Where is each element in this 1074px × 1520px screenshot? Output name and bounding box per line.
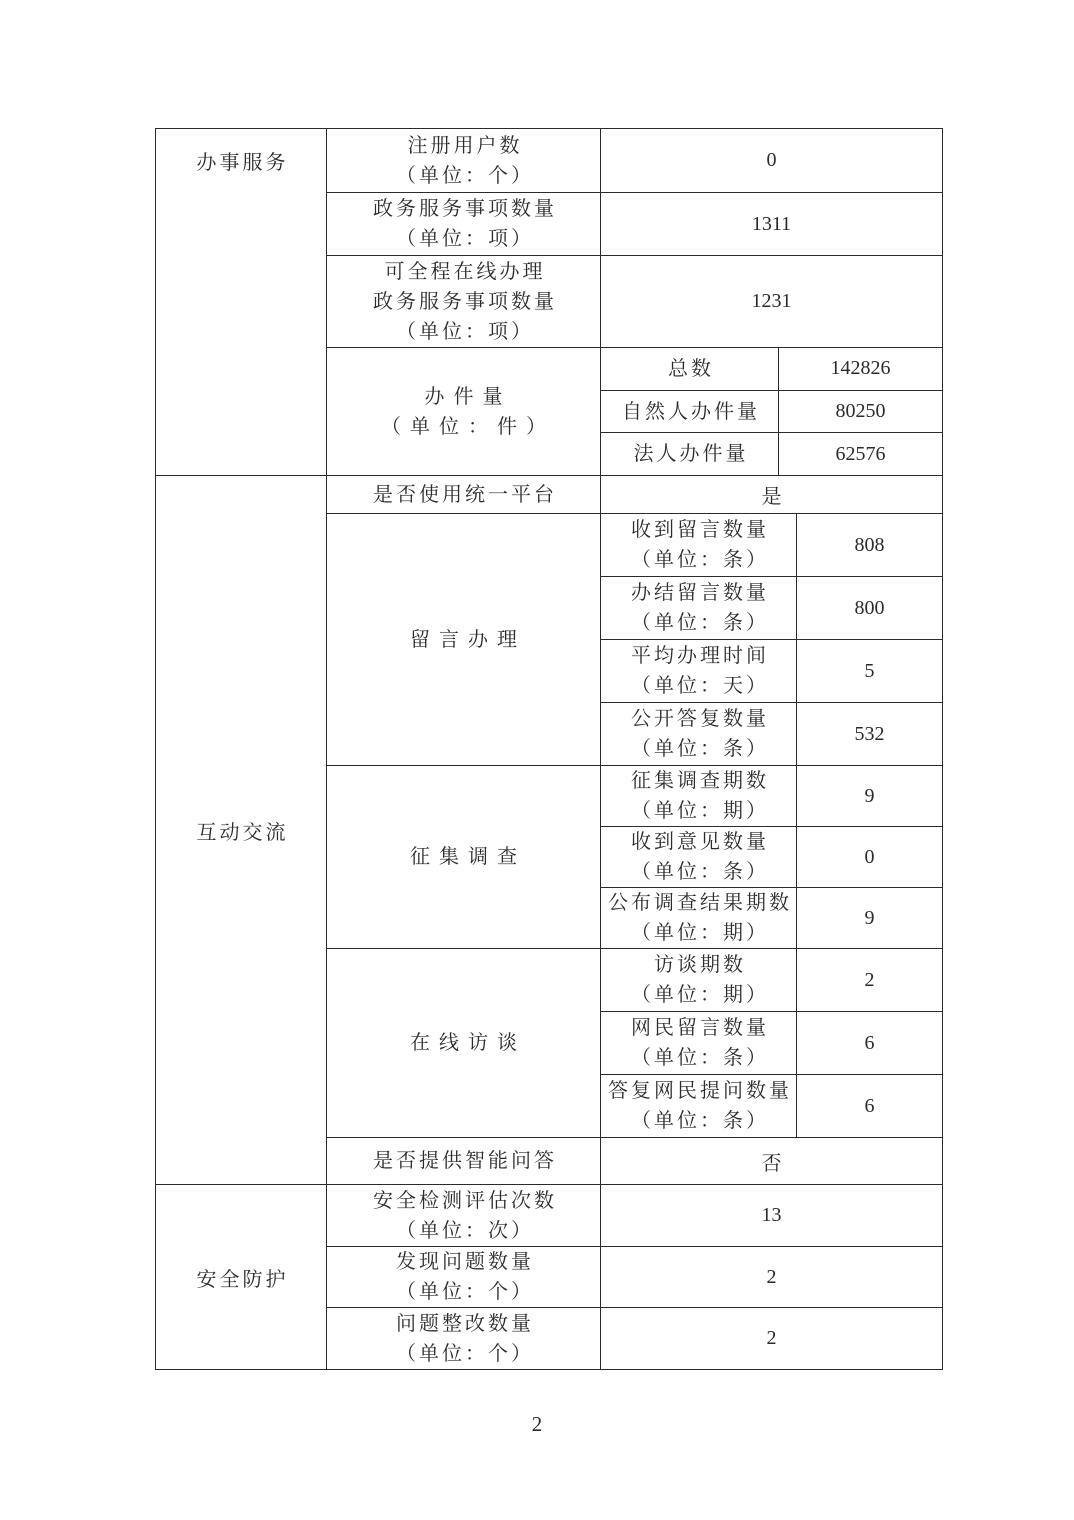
sub-label-cell xyxy=(601,1012,797,1074)
label-line: 总数 xyxy=(668,357,714,380)
sub-table xyxy=(601,766,942,948)
label-line: 办件量 xyxy=(424,385,512,408)
sub-row xyxy=(601,703,942,765)
sub-row xyxy=(601,514,942,577)
label-line: （单位：期） xyxy=(631,984,769,1006)
table-row-group xyxy=(327,949,942,1138)
label-line: （单位：期） xyxy=(631,922,769,944)
label-line: 征集调查 xyxy=(410,846,526,868)
label-line: （单位：件） xyxy=(381,415,555,438)
row-label-cell xyxy=(327,193,601,255)
row-label-cell xyxy=(327,1138,601,1184)
row-label-cell xyxy=(327,1185,601,1246)
label-line: 法人办件量 xyxy=(633,443,749,466)
row-value: 0 xyxy=(766,149,777,171)
sub-label-cell xyxy=(601,703,797,765)
row-label-cell xyxy=(327,1247,601,1307)
group-label-cell xyxy=(327,348,601,475)
label-line: 公开答复数量 xyxy=(631,708,769,730)
table-row xyxy=(327,256,942,348)
table-row xyxy=(327,476,942,514)
sub-label-cell xyxy=(601,514,797,576)
sub-label-cell xyxy=(601,827,797,887)
sub-value: 0 xyxy=(864,845,875,868)
label-line: 政务服务事项数量 xyxy=(373,290,557,313)
label-line: （单位：天） xyxy=(631,675,769,697)
label-line: （单位：条） xyxy=(631,612,769,634)
label-line: 公布调查结果期数 xyxy=(608,892,792,914)
section-service xyxy=(156,129,942,476)
sub-row xyxy=(601,640,942,703)
label-line: 网民留言数量 xyxy=(631,1017,769,1039)
label-line: 平均办理时间 xyxy=(631,645,769,667)
row-value: 是 xyxy=(761,486,782,508)
table-row xyxy=(327,1185,942,1247)
annual-report-table xyxy=(155,128,943,1370)
table-row xyxy=(327,129,942,193)
sub-table xyxy=(601,348,942,475)
sub-row xyxy=(601,949,942,1012)
row-value: 1231 xyxy=(751,290,792,312)
sub-row xyxy=(601,391,942,434)
sub-row xyxy=(601,766,942,827)
sub-label-cell xyxy=(601,391,779,433)
table-row-group xyxy=(327,766,942,949)
section-interaction-body xyxy=(327,476,942,1184)
label-line: （单位：期） xyxy=(631,800,769,822)
row-label-cell xyxy=(327,129,601,192)
label-line: （单位：次） xyxy=(396,1219,534,1242)
label-line: 办结留言数量 xyxy=(631,582,769,604)
label-line: （单位：条） xyxy=(631,738,769,760)
row-label-cell xyxy=(327,476,601,513)
sub-row xyxy=(601,577,942,640)
label-line: 收到意见数量 xyxy=(631,831,769,853)
row-value: 2 xyxy=(766,1327,777,1349)
label-line: 安全检测评估次数 xyxy=(373,1189,557,1212)
label-line: 自然人办件量 xyxy=(622,400,760,423)
label-line: 可全程在线办理 xyxy=(384,260,546,283)
row-label-cell xyxy=(327,256,601,347)
label-line: 政务服务事项数量 xyxy=(373,198,557,220)
row-value: 1311 xyxy=(751,212,792,235)
label-line: （单位：条） xyxy=(631,549,769,571)
group-label-cell xyxy=(327,514,601,765)
category-cell-service xyxy=(156,129,327,475)
sub-value: 80250 xyxy=(835,400,886,422)
category-label: 办事服务 xyxy=(196,152,289,174)
sub-value: 142826 xyxy=(830,357,891,380)
sub-value: 9 xyxy=(864,784,875,807)
sub-value: 808 xyxy=(854,533,885,556)
group-label-cell xyxy=(327,766,601,948)
category-cell-security xyxy=(156,1185,327,1369)
sub-value: 2 xyxy=(864,968,875,991)
group-label-cell xyxy=(327,949,601,1137)
row-label-cell xyxy=(327,1308,601,1369)
category-label: 安全防护 xyxy=(196,1268,289,1291)
sub-value: 6 xyxy=(864,1094,875,1117)
sub-table xyxy=(601,949,942,1137)
label-line: （单位：条） xyxy=(631,1047,769,1069)
section-security xyxy=(156,1185,942,1369)
label-line: 收到留言数量 xyxy=(631,519,769,541)
table-row xyxy=(327,1247,942,1308)
table-row xyxy=(327,193,942,256)
sub-value: 6 xyxy=(864,1031,875,1054)
label-line: （单位：个） xyxy=(396,1281,534,1303)
label-line: （单位：条） xyxy=(631,1110,769,1132)
sub-value: 800 xyxy=(854,596,885,619)
label-line: 注册用户数 xyxy=(407,134,523,157)
sub-label-cell xyxy=(601,766,797,826)
section-service-body xyxy=(327,129,942,475)
sub-row xyxy=(601,1075,942,1137)
table-row-group xyxy=(327,514,942,766)
table-row xyxy=(327,1138,942,1184)
label-line: （单位：项） xyxy=(396,320,534,343)
row-value: 2 xyxy=(766,1265,777,1288)
sub-value: 62576 xyxy=(835,442,886,465)
table-row xyxy=(327,1308,942,1369)
sub-label-cell xyxy=(601,640,797,702)
label-line: （单位：个） xyxy=(396,1342,534,1365)
sub-row xyxy=(601,348,942,391)
page-number: 2 xyxy=(531,1412,543,1436)
category-label: 互动交流 xyxy=(196,821,289,844)
label-line: 是否使用统一平台 xyxy=(373,483,557,506)
sub-label-cell xyxy=(601,1075,797,1137)
sub-value: 9 xyxy=(864,906,875,929)
label-line: 是否提供智能问答 xyxy=(373,1150,557,1172)
label-line: 答复网民提问数量 xyxy=(608,1080,792,1102)
row-value: 13 xyxy=(761,1204,782,1226)
label-line: 访谈期数 xyxy=(654,954,746,976)
sub-table xyxy=(601,514,942,765)
row-value: 否 xyxy=(761,1152,782,1175)
sub-label-cell xyxy=(601,433,779,475)
label-line: 征集调查期数 xyxy=(631,770,769,792)
label-line: 问题整改数量 xyxy=(396,1312,534,1335)
label-line: 留言办理 xyxy=(410,628,526,651)
sub-label-cell xyxy=(601,949,797,1011)
section-security-body xyxy=(327,1185,942,1369)
label-line: 在线访谈 xyxy=(410,1032,526,1054)
category-cell-interaction xyxy=(156,476,327,1184)
label-line: （单位：条） xyxy=(631,861,769,883)
label-line: （单位：项） xyxy=(396,228,534,250)
table-row-group xyxy=(327,348,942,475)
section-interaction xyxy=(156,476,942,1185)
sub-value: 532 xyxy=(854,722,885,745)
sub-row xyxy=(601,827,942,888)
label-line: 发现问题数量 xyxy=(396,1251,534,1273)
sub-row xyxy=(601,1012,942,1075)
sub-value: 5 xyxy=(864,659,875,682)
sub-label-cell xyxy=(601,888,797,948)
sub-label-cell xyxy=(601,348,779,390)
sub-label-cell xyxy=(601,577,797,639)
sub-row xyxy=(601,433,942,475)
label-line: （单位：个） xyxy=(396,164,534,187)
sub-row xyxy=(601,888,942,948)
